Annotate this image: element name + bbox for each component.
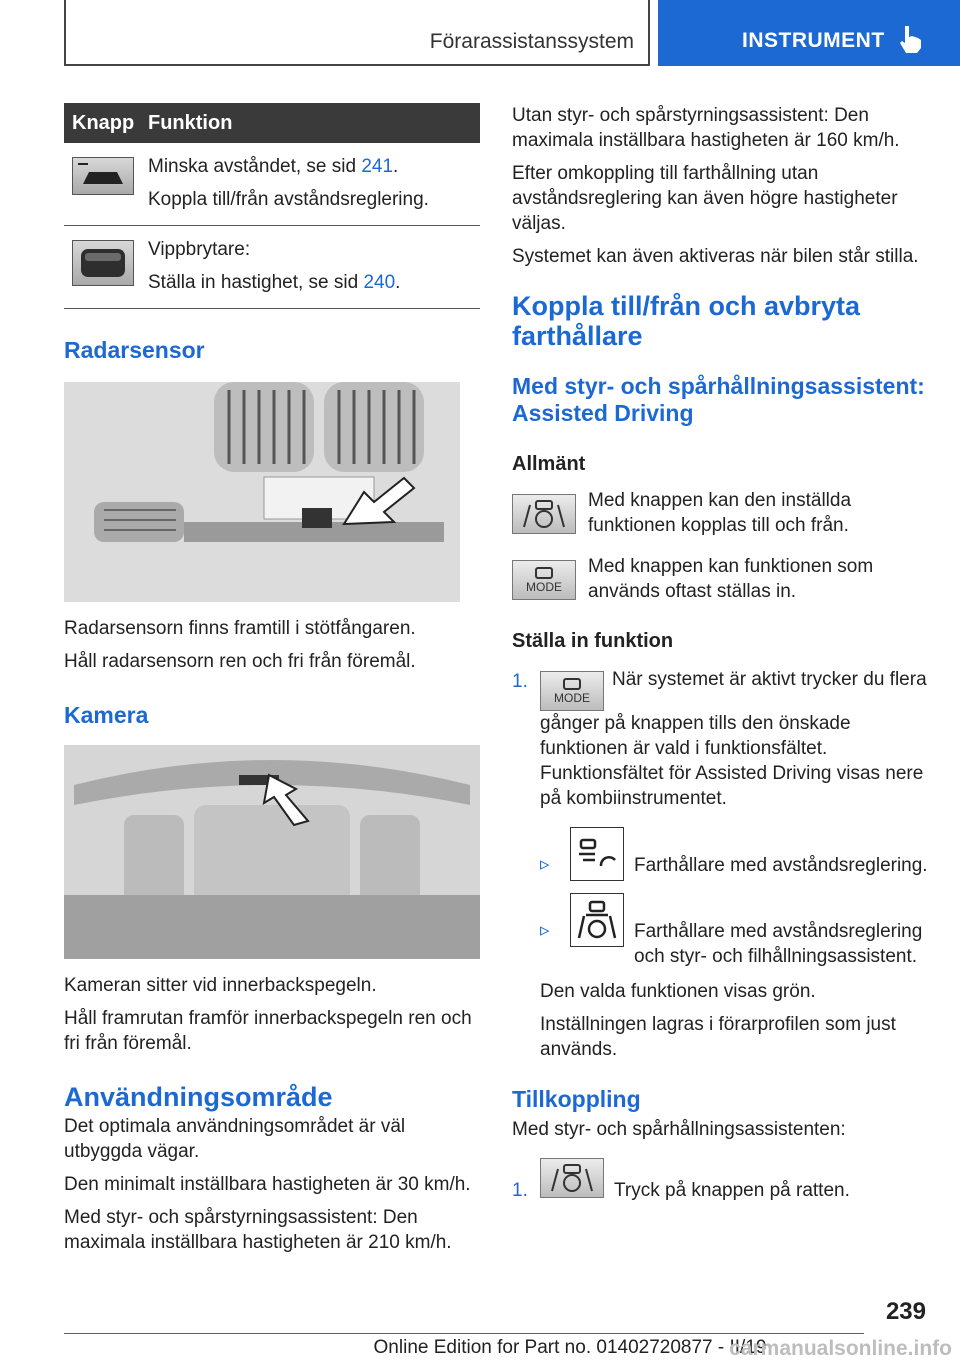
camera-photo [64, 745, 480, 959]
steering-assist-button-icon [512, 494, 576, 534]
switch-on-step-text: Tryck på knappen på ratten. [614, 1180, 850, 1201]
header-section-box [658, 0, 960, 66]
page-ref-link[interactable]: 241 [361, 156, 394, 177]
hand-pointer-icon [896, 24, 924, 54]
usage-paragraph: Utan styr- och spårstyrningsassistent: Den maximala inställbara hastigheten är 160 km/h. [512, 105, 900, 151]
table-header-button: Knapp [64, 103, 148, 143]
mode-label: MODE [526, 580, 562, 594]
table-row-text: Minska avståndet, se sid [148, 156, 362, 177]
usage-paragraph: Med styr- och spårstyrningsassistent: Den maximala inställbara hastigheten är 210 km/h. [64, 1207, 452, 1253]
table-row-text: Ställa in hastighet, se sid [148, 272, 364, 293]
function-option-text: Farthållare med avståndsreglering och styr- och filhållningsassistent. [634, 921, 923, 967]
page-number: 239 [885, 1298, 926, 1325]
bullet-marker: ▹ [540, 920, 550, 941]
punctuation: . [393, 156, 399, 177]
edition-text: Online Edition for Part no. 01402720877 - II/19 [373, 1337, 767, 1358]
radar-paragraph: Radarsensorn finns framtill i stötfångaren. [64, 618, 416, 639]
mode-label: MODE [554, 691, 590, 705]
camera-heading: Kamera [64, 702, 149, 728]
rocker-switch-icon [72, 240, 134, 286]
table-row-text: Vippbrytare: [148, 239, 251, 260]
general-item [512, 488, 928, 538]
usage-heading: Användningsområde [64, 1082, 333, 1112]
distance-reduce-button-icon [72, 157, 134, 195]
function-option [540, 827, 928, 881]
button-function-table [64, 103, 480, 309]
camera-paragraph: Håll framrutan framför innerbackspegeln ren och fri från föremål. [64, 1008, 472, 1054]
switch-on-step [512, 1158, 928, 1203]
acc-steering-icon [570, 893, 624, 947]
toggle-heading: Koppla till/från och avbryta farthållare [512, 291, 861, 351]
radar-paragraph: Håll radarsensorn ren och fri från föremål. [64, 651, 416, 672]
function-option [540, 893, 928, 969]
step-number: 1. [512, 1180, 528, 1201]
acc-icon [570, 827, 624, 881]
step-number: 1. [512, 671, 528, 692]
radar-heading: Radarsensor [64, 337, 205, 363]
footer-divider [64, 1333, 864, 1334]
set-function-note: Den valda funktionen visas grön. [540, 981, 816, 1002]
general-paragraph: Med knappen kan den inställda funktionen kopplas till och från. [588, 490, 852, 536]
left-column [64, 103, 480, 1255]
watermark: carmanualsonline.info [729, 1337, 952, 1360]
set-function-note: Inställningen lagras i förarprofilen som just används. [540, 1014, 896, 1060]
usage-paragraph: Efter omkoppling till farthållning utan avståndsreglering kan även högre hastigheter väljas. [512, 163, 898, 234]
general-item [512, 554, 928, 604]
steering-assist-button-icon [540, 1158, 604, 1198]
table-row-text: Koppla till/från avståndsreglering. [148, 189, 429, 210]
header-chapter-box [64, 0, 650, 66]
table-row [64, 226, 480, 309]
usage-paragraph: Det optimala användningsområdet är väl utbyggda vägar. [64, 1116, 406, 1162]
mode-button-icon [512, 560, 576, 600]
right-column [512, 103, 928, 1203]
radar-sensor-photo [64, 382, 460, 602]
switch-on-paragraph: Med styr- och spårhållningsassistenten: [512, 1119, 846, 1140]
switch-on-heading: Tillkoppling [512, 1086, 641, 1112]
usage-paragraph: Systemet kan även aktiveras när bilen står stilla. [512, 246, 919, 267]
page-ref-link[interactable]: 240 [363, 272, 396, 293]
table-header-function: Funktion [148, 103, 480, 143]
set-function-step [512, 667, 928, 1062]
function-option-text: Farthållare med avståndsreglering. [634, 855, 928, 876]
camera-paragraph: Kameran sitter vid innerbackspegeln. [64, 975, 377, 996]
set-function-heading: Ställa in funktion [512, 630, 674, 652]
step-text: När systemet är aktivt trycker du flera gånger på knappen tills den önskade funktionen är vald i funktionsfältet. Funktionsfältet för Assisted Driving visas nere på kombiinstrumentet. [540, 669, 927, 809]
general-paragraph: Med knappen kan funktionen som används oftast ställas in. [588, 556, 874, 602]
mode-button-icon [540, 671, 604, 711]
general-heading: Allmänt [512, 453, 586, 475]
assisted-driving-subheading: Med styr- och spårhållningsassistent: Assisted Driving [512, 373, 925, 426]
punctuation: . [395, 272, 401, 293]
usage-paragraph: Den minimalt inställbara hastigheten är 30 km/h. [64, 1174, 471, 1195]
chapter-title: Förarassistanssystem [429, 30, 634, 53]
section-title: INSTRUMENT [742, 29, 885, 52]
table-row [64, 143, 480, 226]
bullet-marker: ▹ [540, 854, 550, 875]
